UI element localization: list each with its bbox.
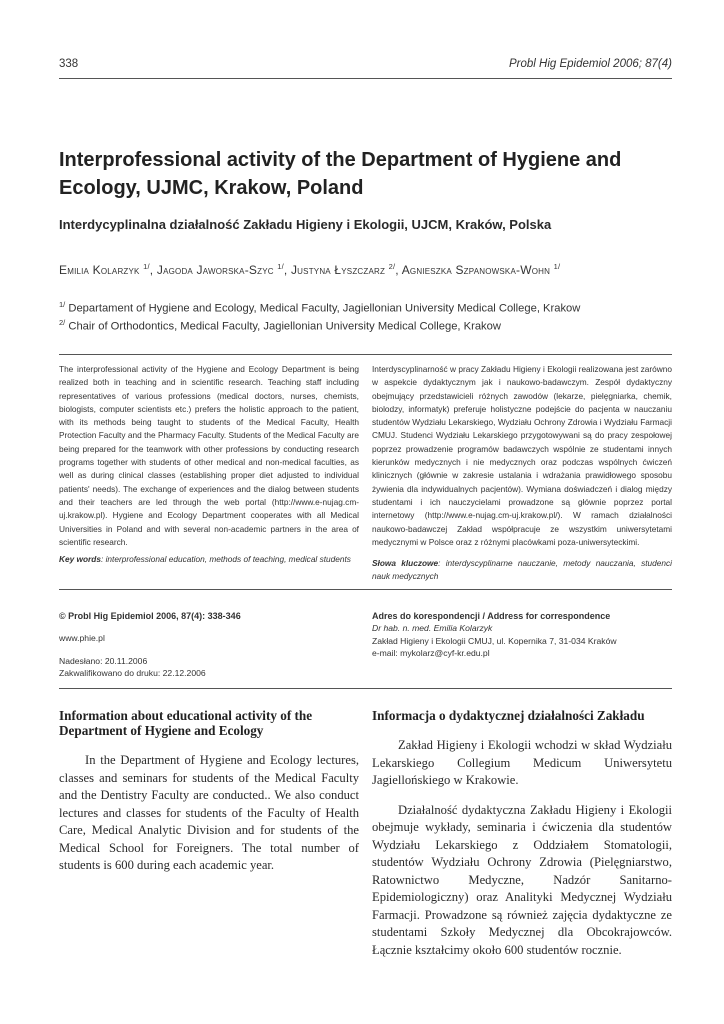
author-name: Justyna Łyszczarz <box>290 263 386 277</box>
body-paragraph: Działalność dydaktyczna Zakładu Higieny i Ekologii obejmuje wykłady, seminaria i ćwiczenia dla studentów Wydziału Lekarskiego z Oddziałem Stomatologii, studentów Wydziału Ochrony Zdrowia (Pielęgniarstwo, Ratownictwo Medyczne, Nadzór Sanitarno-Epidemiologiczny) oraz Analityki Medycznej Wydziału Farmacji. Prowadzone są również zajęcia dydaktyczne ze studentami Szkoły Medycznej dla Obcokrajowców. Łącznie kształcimy około 600 studentów rocznie. <box>372 802 672 957</box>
correspondence-email: e-mail: mykolarz@cyf-kr.edu.pl <box>372 648 490 659</box>
author-name: Agnieszka Szpanowska-Wohn <box>401 263 551 277</box>
body-top-rule <box>59 688 672 689</box>
article-subtitle: Interdycyplinalna działalność Zakładu Higieny i Ekologii, UJCM, Kraków, Polska <box>59 217 552 232</box>
author-affiliation-mark: 1/ <box>143 262 150 271</box>
received-date: Nadesłano: 20.11.2006 <box>59 655 148 666</box>
header-rule <box>59 78 672 79</box>
correspondence-address: Zakład Higieny i Ekologii CMUJ, ul. Kopernika 7, 31-034 Kraków <box>372 635 617 646</box>
journal-reference: Probl Hig Epidemiol 2006; 87(4) <box>508 58 672 70</box>
correspondence-info <box>372 610 672 660</box>
keywords-label: Key words <box>59 554 101 565</box>
affiliation-mark: 2/ <box>59 318 66 327</box>
keywords-text: : interdyscyplinarne nauczanie, metody nauczania, studenci nauk medycznych <box>372 558 672 582</box>
body-paragraph: In the Department of Hygiene and Ecology lectures, classes and seminars for students of the Medical Faculty and the Dentistry Faculty are conducted.. We also conduct lectures and classes for students of the Faculty of Health Care, Medical Analytic Division and for students of the Medical School for Foreigners. The total number of students is 600 during each academic year. <box>59 753 359 872</box>
affiliation-text: Chair of Orthodontics, Medical Faculty, Jagiellonian University Medical College, Krakow <box>68 320 501 333</box>
abstract-bottom-rule <box>59 589 672 590</box>
abstract-polish <box>372 363 672 584</box>
author-list: Emilia Kolarzyk $^{1/}$, Jagoda Jaworska-Szyc $^{1/}$, Justyna Łyszczarz $^{2/}$, Agnieszka Szpanowska-Wohn $^{1/}$ <box>59 262 561 277</box>
author-name: Jagoda Jaworska-Szyc <box>156 263 274 277</box>
article-title: Interprofessional activity of the Department of Hygiene and Ecology, UJMC, Krakow, Poland <box>59 149 622 199</box>
correspondence-heading: Adres do korespondencji / Address for correspondence <box>372 611 611 621</box>
author-affiliation-mark: 1/ <box>553 262 561 271</box>
affiliation-1 <box>59 300 679 315</box>
keywords-text: : interprofessional education, methods of teaching, medical students <box>100 554 351 565</box>
keywords <box>59 553 359 566</box>
keywords-label: Słowa kluczowe <box>372 558 439 569</box>
section-english <box>59 708 359 875</box>
affiliation-2 <box>59 318 679 333</box>
author-affiliation-mark: 2/ <box>388 262 396 271</box>
abstract-text: The interprofessional activity of the Hygiene and Ecology Department is being realized both in teaching and in scientific research. Teaching staff including representatives of various professions (medical doctors, nurses, chemists, biologists, computer scientists etc.) prefers the holistic approach to the patient, with its methods being taught to students of the Medical Faculty, Health Protection Faculty and the Pharmacy Faculty. Students of the Medical Faculty are being prepared for the teamwork with other professions by conducting research programs together with students of other medical and non-medical faculties, as well as during clinical classes (establishing proper diet adjusted to individual patients' needs). The exchange of experiences and the dialog between students and their teachers are led through the web portal (http://www.e-nujag.cm-uj.krakow.pl). Hygiene and Ecology Department cooperates with all Medical Universities in Poland and with several non-academic partners in the area of scientific research. <box>59 364 359 547</box>
section-heading: Information about educational activity of the Department of Hygiene and Ecology <box>59 708 313 738</box>
abstract-top-rule <box>59 354 672 355</box>
citation-info <box>59 610 359 680</box>
section-heading: Informacja o dydaktycznej działalności Zakładu <box>372 708 645 723</box>
journal-website: www.phie.pl <box>59 633 105 644</box>
correspondence-person: Dr hab. n. med. Emilia Kolarzyk <box>372 623 493 634</box>
abstract-english <box>59 363 359 566</box>
affiliation-text: Departament of Hygiene and Ecology, Medical Faculty, Jagiellonian University Medical College, Krakow <box>68 302 581 315</box>
author-affiliation-mark: 1/ <box>277 262 284 271</box>
section-polish <box>372 708 672 959</box>
accepted-date: Zakwalifikowano do druku: 22.12.2006 <box>59 668 206 679</box>
abstract-text: Interdyscyplinarność w pracy Zakładu Higieny i Ekologii realizowana jest zarówno w aspekcie dydaktycznym jak i naukowo-badawczym. Zespół dydaktyczny obejmujący przedstawicieli różnych zawodów (lekarze, pielęgniarka, chemik, biolodzy, informatyk) preferuje holistyczne podejście do pacjenta w nauczaniu studentów Wydziału Lekarskiego, Wydziału Ochrony Zdrowia i Wydziału Farmacji CMUJ. Studenci Wydziału Lekarskiego przygotowywani są do pracy zespołowej poprzez prowadzenie programów badawczych wspólnie ze studentami innych kierunków medycznych i nie medycznych oraz podczas wspólnych ćwiczeń klinicznych (głównie w zakresie ustalania i wdrażania prawidłowego sposobu żywienia dla indywidualnych pacjentów). Wymiana doświadczeń i dialog między studentami i ich nauczycielami prowadzone są głównie poprzez portal internetowy (http://www.e-nujag.cm-uj.krakow.pl/). W ramach działalności naukowo-badawczej Zakład współpracuje ze wszystkim uniwersytetami medycznymi w Polsce oraz z różnymi placówkami poza-uniwersyteckimi. <box>372 364 672 547</box>
page-number: 338 <box>59 58 79 70</box>
citation: © Probl Hig Epidemiol 2006, 87(4): 338-346 <box>59 611 241 621</box>
affiliation-mark: 1/ <box>59 300 66 309</box>
keywords <box>372 557 672 584</box>
author-name: Emilia Kolarzyk <box>59 263 140 277</box>
body-paragraph: Zakład Higieny i Ekologii wchodzi w skład Wydziału Lekarskiego Collegium Medicum Uniwersytetu Jagiellońskiego w Krakowie. <box>372 738 672 787</box>
running-header <box>59 58 672 76</box>
